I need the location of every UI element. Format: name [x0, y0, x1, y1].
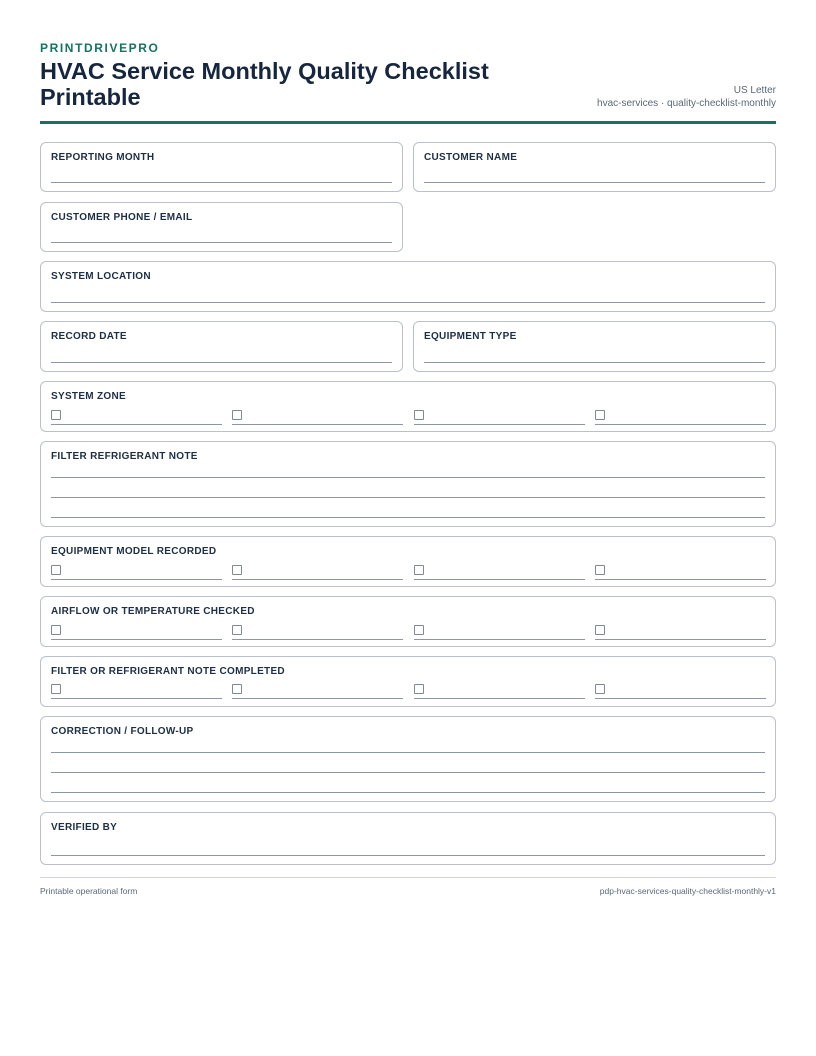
footer-divider: [40, 877, 776, 878]
equipment-model-option-1[interactable]: [51, 564, 222, 584]
option-line[interactable]: [595, 579, 766, 580]
airflow-checked-field: [40, 596, 776, 647]
record-date-label: RECORD DATE: [51, 331, 127, 342]
option-line[interactable]: [232, 639, 403, 640]
equipment-type-input[interactable]: [424, 362, 765, 363]
footer-note: Printable operational form: [40, 886, 138, 896]
note-line-3[interactable]: [51, 517, 765, 518]
equipment-model-option-4[interactable]: [595, 564, 766, 584]
reporting-month-label: REPORTING MONTH: [51, 152, 155, 163]
equipment-model-recorded-label: EQUIPMENT MODEL RECORDED: [51, 546, 217, 557]
customer-name-field: [413, 142, 776, 192]
checkbox[interactable]: [414, 625, 424, 635]
correction-line-1[interactable]: [51, 752, 765, 753]
filter-completed-option-2[interactable]: [232, 683, 403, 703]
option-line[interactable]: [595, 424, 766, 425]
option-line[interactable]: [232, 698, 403, 699]
equipment-model-option-2[interactable]: [232, 564, 403, 584]
filter-completed-option-4[interactable]: [595, 683, 766, 703]
customer-contact-label: CUSTOMER PHONE / EMAIL: [51, 212, 193, 223]
note-line-2[interactable]: [51, 497, 765, 498]
filter-refrigerant-note-label: FILTER REFRIGERANT NOTE: [51, 451, 198, 462]
verified-by-input[interactable]: [51, 855, 765, 856]
checkbox[interactable]: [595, 565, 605, 575]
option-line[interactable]: [51, 579, 222, 580]
checkbox[interactable]: [595, 625, 605, 635]
checkbox[interactable]: [51, 684, 61, 694]
option-line[interactable]: [232, 579, 403, 580]
equipment-type-label: EQUIPMENT TYPE: [424, 331, 517, 342]
record-date-field: [40, 321, 403, 372]
equipment-model-recorded-field: [40, 536, 776, 587]
record-date-input[interactable]: [51, 362, 392, 363]
checkbox[interactable]: [414, 410, 424, 420]
reporting-month-input[interactable]: [51, 182, 392, 183]
equipment-type-field: [413, 321, 776, 372]
option-line[interactable]: [595, 639, 766, 640]
filter-completed-option-1[interactable]: [51, 683, 222, 703]
verified-by-label: VERIFIED BY: [51, 822, 118, 833]
option-line[interactable]: [232, 424, 403, 425]
airflow-option-1[interactable]: [51, 624, 222, 644]
correction-line-3[interactable]: [51, 792, 765, 793]
system-location-input[interactable]: [51, 302, 765, 303]
system-location-field: [40, 261, 776, 312]
checkbox[interactable]: [595, 684, 605, 694]
checkbox[interactable]: [414, 684, 424, 694]
option-line[interactable]: [51, 639, 222, 640]
option-line[interactable]: [414, 639, 585, 640]
document-meta: [597, 84, 776, 110]
airflow-option-3[interactable]: [414, 624, 585, 644]
page-title: HVAC Service Monthly Quality Checklist Printable: [40, 58, 489, 110]
checkbox[interactable]: [232, 684, 242, 694]
checkbox[interactable]: [51, 565, 61, 575]
customer-contact-field: [40, 202, 403, 252]
customer-contact-input[interactable]: [51, 242, 392, 243]
filter-completed-option-3[interactable]: [414, 683, 585, 703]
correction-follow-up-label: CORRECTION / FOLLOW-UP: [51, 726, 194, 737]
customer-name-label: CUSTOMER NAME: [424, 152, 518, 163]
filter-note-completed-label: FILTER OR REFRIGERANT NOTE COMPLETED: [51, 666, 285, 677]
system-location-label: SYSTEM LOCATION: [51, 271, 151, 282]
checkbox[interactable]: [51, 625, 61, 635]
document-path: hvac-services · quality-checklist-monthly: [597, 98, 776, 109]
checkbox[interactable]: [232, 410, 242, 420]
option-line[interactable]: [51, 698, 222, 699]
reporting-month-field: [40, 142, 403, 192]
checkbox[interactable]: [414, 565, 424, 575]
system-zone-option-4[interactable]: [595, 409, 766, 429]
header-divider: [40, 121, 776, 124]
customer-name-input[interactable]: [424, 182, 765, 183]
airflow-option-2[interactable]: [232, 624, 403, 644]
option-line[interactable]: [51, 424, 222, 425]
option-line[interactable]: [414, 424, 585, 425]
filter-note-completed-field: [40, 656, 776, 707]
system-zone-option-1[interactable]: [51, 409, 222, 429]
form-id: pdp-hvac-services-quality-checklist-monthly-v1: [599, 886, 776, 896]
filter-refrigerant-note-field: [40, 441, 776, 527]
system-zone-field: [40, 381, 776, 432]
system-zone-option-2[interactable]: [232, 409, 403, 429]
note-line-1[interactable]: [51, 477, 765, 478]
option-line[interactable]: [414, 579, 585, 580]
paper-size: US Letter: [733, 85, 776, 96]
checkbox[interactable]: [51, 410, 61, 420]
checkbox[interactable]: [232, 625, 242, 635]
verified-by-field: [40, 812, 776, 865]
system-zone-option-3[interactable]: [414, 409, 585, 429]
correction-line-2[interactable]: [51, 772, 765, 773]
airflow-option-4[interactable]: [595, 624, 766, 644]
equipment-model-option-3[interactable]: [414, 564, 585, 584]
checkbox[interactable]: [232, 565, 242, 575]
checkbox[interactable]: [595, 410, 605, 420]
system-zone-label: SYSTEM ZONE: [51, 391, 126, 402]
correction-follow-up-field: [40, 716, 776, 802]
option-line[interactable]: [595, 698, 766, 699]
airflow-checked-label: AIRFLOW OR TEMPERATURE CHECKED: [51, 606, 255, 617]
brand-name: PRINTDRIVEPRO: [40, 41, 160, 55]
option-line[interactable]: [414, 698, 585, 699]
